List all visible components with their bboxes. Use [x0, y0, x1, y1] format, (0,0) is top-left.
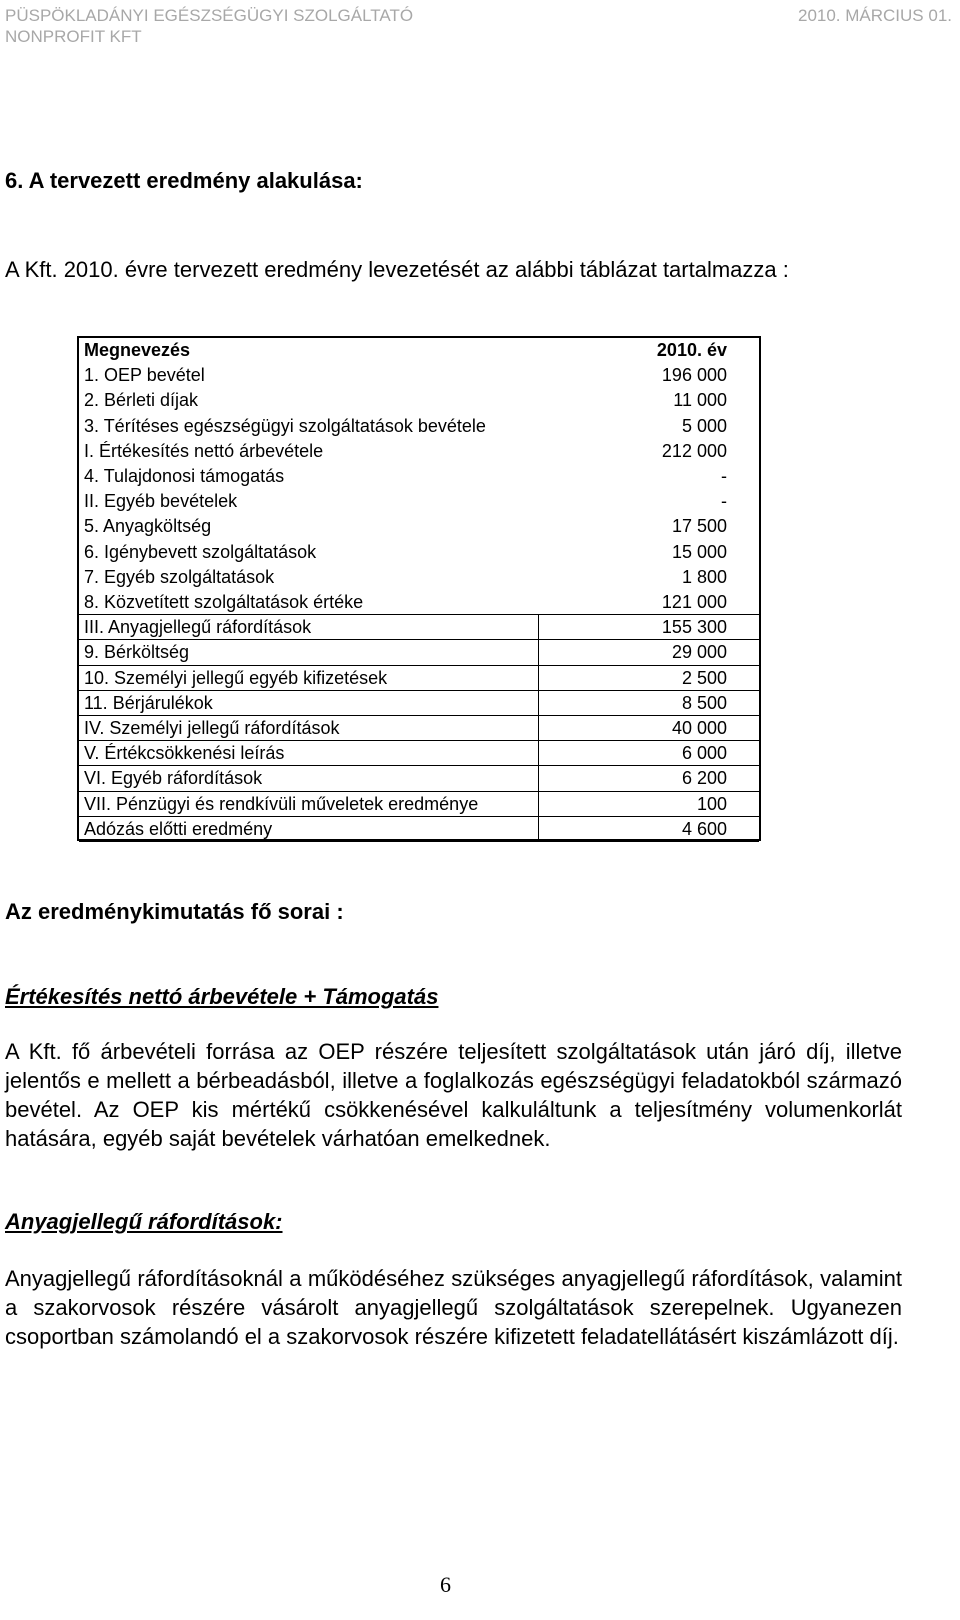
row-label: 3. Térítéses egészségügyi szolgáltatások bevétele	[84, 415, 486, 436]
row-value: -	[721, 466, 727, 486]
page-number: 6	[440, 1572, 451, 1597]
row-label: VI. Egyéb ráfordítások	[84, 768, 263, 789]
row-label: I. Értékesítés nettó árbevétele	[84, 440, 324, 461]
row-label: 5. Anyagköltség	[84, 516, 212, 537]
table-row	[79, 388, 759, 413]
table-row	[79, 514, 759, 539]
subsection-title: Az eredménykimutatás fő sorai :	[5, 899, 344, 924]
row-value: 121 000	[661, 592, 727, 612]
table-row	[79, 363, 759, 388]
table-row	[79, 590, 759, 615]
table-row	[79, 640, 759, 665]
table-row	[79, 792, 759, 817]
table-row	[79, 615, 759, 640]
row-label: 4. Tulajdonosi támogatás	[84, 466, 285, 486]
row-label: 11. Bérjárulékok	[84, 692, 213, 713]
intro-text: A Kft. 2010. évre tervezett eredmény levezetését az alábbi táblázat tartalmazza :	[5, 257, 789, 282]
row-label: 9. Bérköltség	[84, 642, 190, 663]
row-label: IV. Személyi jellegű ráfordítások	[84, 718, 340, 738]
column-divider	[538, 615, 539, 840]
row-value: 40 000	[671, 718, 727, 738]
result-table	[77, 336, 761, 841]
table-row	[79, 439, 759, 464]
row-label: VII. Pénzügyi és rendkívüli műveletek eredménye	[84, 793, 479, 814]
row-divider	[79, 614, 759, 615]
row-label: 1. OEP bevétel	[84, 365, 205, 386]
row-label: 7. Egyéb szolgáltatások	[84, 566, 275, 587]
subsection-heading-revenue: Értékesítés nettó árbevétele + Támogatás	[5, 984, 439, 1009]
row-value: 6 000	[681, 743, 727, 764]
table-row	[79, 766, 759, 791]
paragraph-material-costs: Anyagjellegű ráfordításoknál a működéséhez szükséges anyagjellegű ráfordítások, valamint a szakorvosok részére vásárolt anyagjellegű szolgáltatások szerepelnek. Ugyanezen csoportban számolandó el a szakorvosok részére kifizetett feladatellátásért kiszámlázott díj.	[5, 1266, 902, 1349]
header-company-line1: PÜSPÖKLADÁNYI EGÉSZSÉGÜGYI SZOLGÁLTATÓ	[5, 6, 414, 25]
row-label: III. Anyagjellegű ráfordítások	[84, 617, 312, 638]
row-value: 2 500	[681, 667, 727, 688]
row-label: 6. Igénybevett szolgáltatások	[84, 541, 317, 562]
table-header-row	[79, 338, 759, 363]
table-row	[79, 691, 759, 716]
table-row	[79, 666, 759, 691]
row-label: 2. Bérleti díjak	[84, 390, 199, 411]
table-row	[79, 464, 759, 489]
row-label: 10. Személyi jellegű egyéb kifizetések	[84, 667, 388, 688]
column-header-name: Megnevezés	[84, 340, 191, 360]
row-label: II. Egyéb bevételek	[84, 491, 238, 512]
column-header-year: 2010. év	[656, 340, 727, 360]
row-value: 1 800	[681, 566, 727, 587]
row-value: 196 000	[661, 365, 727, 386]
subsection-heading-material-costs: Anyagjellegű ráfordítások:	[5, 1209, 283, 1234]
row-label: V. Értékcsökkenési leírás	[84, 743, 285, 764]
table-row	[79, 414, 759, 439]
row-value: 155 300	[661, 617, 727, 638]
row-value: -	[721, 491, 727, 512]
row-value: 17 500	[671, 516, 727, 537]
paragraph-revenue: A Kft. fő árbevételi forrása az OEP részére teljesített szolgáltatások után járó díj, illetve jelentős e mellett a bérbeadásból, illetve a foglalkozás egészségügyi feladatokból származó bevétel. Az OEP kis mértékű csökkenésével kalkuláltunk a teljesítmény volumenkorlát hatására, egyéb saját bevételek várhatóan emelkednek.	[5, 1039, 902, 1151]
row-label: 8. Közvetített szolgáltatások értéke	[84, 592, 364, 612]
table-row	[79, 741, 759, 766]
table-row	[79, 716, 759, 741]
table-row	[79, 489, 759, 514]
row-value: 100	[696, 793, 727, 814]
row-value: 6 200	[681, 768, 727, 789]
header-company-line2: NONPROFIT KFT	[5, 27, 142, 46]
header-company	[5, 5, 565, 47]
row-value: 29 000	[671, 642, 727, 663]
row-divider	[79, 841, 759, 842]
header-date: 2010. MÁRCIUS 01.	[797, 6, 952, 25]
row-value: 11 000	[673, 390, 727, 411]
row-label: Adózás előtti eredmény	[84, 818, 273, 839]
table-row	[79, 565, 759, 590]
row-value: 8 500	[681, 692, 727, 713]
row-value: 15 000	[671, 541, 727, 562]
section-title: 6. A tervezett eredmény alakulása:	[5, 168, 363, 193]
table-row	[79, 540, 759, 565]
row-value: 212 000	[661, 440, 727, 461]
row-value: 5 000	[681, 415, 727, 436]
row-value: 4 600	[681, 818, 727, 839]
table-row	[79, 817, 759, 842]
